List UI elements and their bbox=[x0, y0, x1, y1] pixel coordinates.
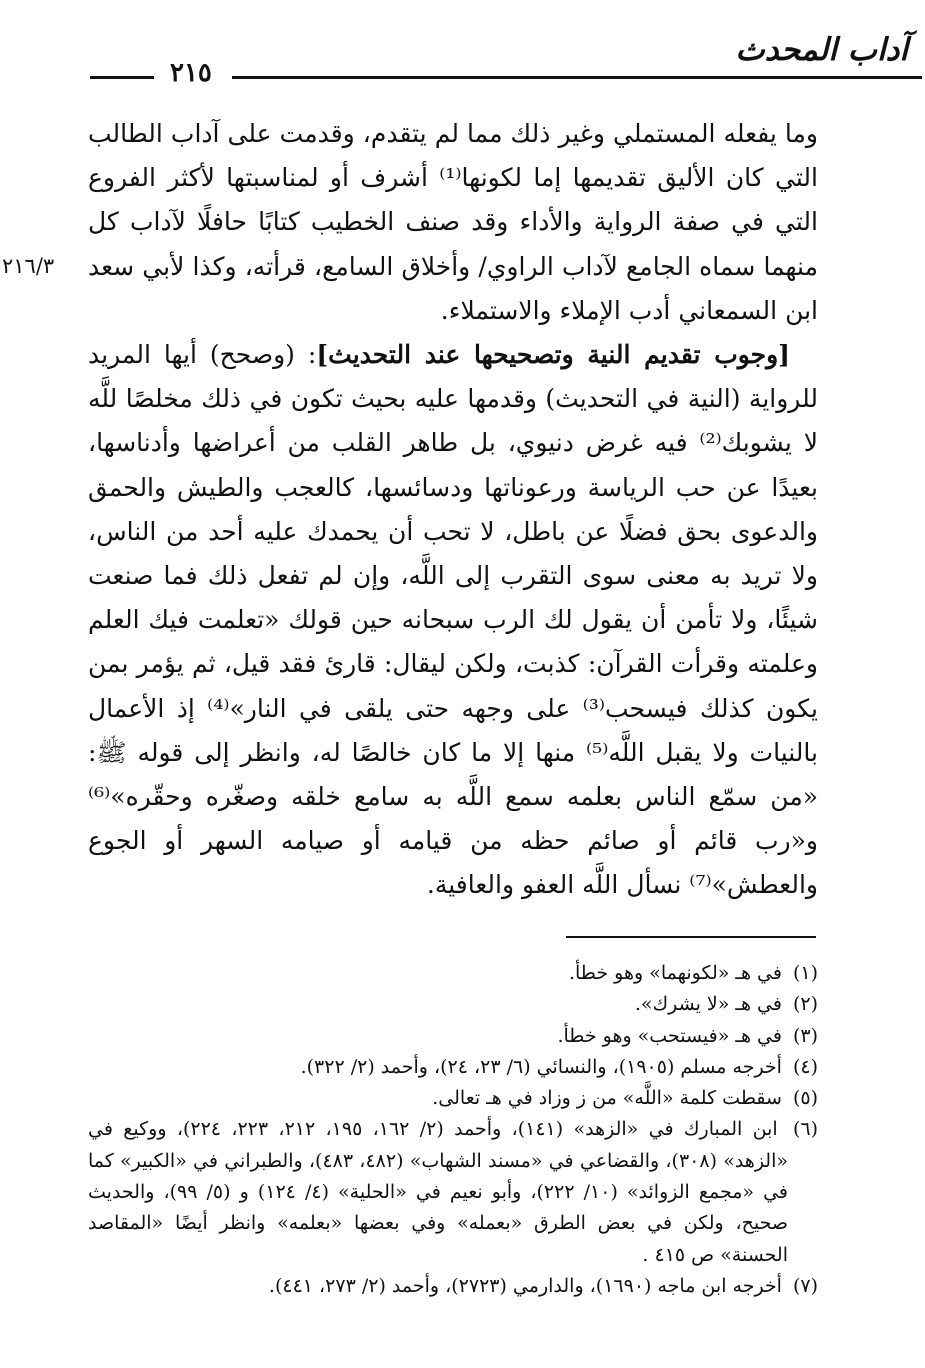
footnote-text: أخرجه مسلم (١٩٠٥)، والنسائي (٦/ ٢٣، ٢٤)، وأحمد (٢/ ٣٢٢). bbox=[300, 1055, 782, 1078]
footnote bbox=[88, 1083, 818, 1114]
paragraph-2 bbox=[88, 333, 818, 908]
page-header bbox=[90, 18, 920, 88]
footnote bbox=[88, 1021, 818, 1052]
footnote-text: سقطت كلمة «اللَّه» من ز وزاد في هـ تعالى. bbox=[432, 1087, 782, 1110]
paragraph-1: وما يفعله المستملي وغير ذلك مما لم يتقدم، وقدمت على آداب الطالب التي كان الأليق تقديمها إما لكونها⁽¹⁾ أشرف أو لمناسبتها لأكثر الفروع التي في صفة الرواية والأداء وقد صنف الخطيب كتابًا حافلًا لآداب كل منهما سماه الجامع لآداب الراوي/ وأخلاق السامع، قرأته، وكذا لأبي سعد ابن السمعاني أدب الإملاء والاستملاء. bbox=[88, 119, 818, 325]
margin-page-reference: ٢١٦/٣ bbox=[2, 254, 55, 278]
paragraph-2-text: : (وصحح) أيها المريد للرواية (النية في التحديث) وقدمها عليه بحيث تكون في ذلك مخلصًا للَّه لا يشوبك⁽²⁾ فيه غرض دنيوي، بل طاهر القلب من أعراضها وأدناسها، بعيدًا عن حب الرياسة ورعوناتها ودسائسها، كالعجب والطيش والحمق والدعوى بحق فضلًا عن باطل، لا تحب أن يحمدك عليه أحد من الناس، ولا تريد به معنى سوى التقرب إلى اللَّه، وإن لم تفعل ذلك فما صنعت شيئًا، ولا تأمن أن يقول لك الرب سبحانه حين قولك «تعلمت فيك العلم وعلمته وقرأت القرآن: كذبت، ولكن ليقال: قارئ فقد قيل، ثم يؤمر بمن يكون كذلك فيسحب⁽³⁾ على وجهه حتى يلقى في النار»⁽⁴⁾ إذ الأعمال بالنيات ولا يقبل اللَّه⁽⁵⁾ منها إلا ما كان خالصًا له، وانظر إلى قوله ﷺ: «من سمّع الناس بعلمه سمع اللَّه به سامع خلقه وصغّره وحقّره»⁽⁶⁾ و«رب قائم أو صائم حظه من قيامه أو صيامه السهر أو الجوع والعطش»⁽⁷⁾ نسأل اللَّه العفو والعافية. bbox=[88, 340, 818, 900]
running-title: آداب المحدث bbox=[735, 32, 908, 68]
footnote bbox=[88, 1052, 818, 1083]
main-text bbox=[88, 112, 818, 908]
footnote bbox=[88, 989, 818, 1020]
footnote-text: أخرجه ابن ماجه (١٦٩٠)، والدارمي (٢٧٢٣)، وأحمد (٢/ ٢٧٣، ٤٤١). bbox=[268, 1274, 782, 1297]
footnote-text: في هـ «لا يشرك». bbox=[634, 993, 782, 1016]
header-rule-right bbox=[232, 76, 922, 79]
section-heading: [وجوب تقديم النية وتصحيحها عند التحديث] bbox=[316, 340, 790, 370]
footnote-number: (٣) bbox=[792, 1024, 818, 1047]
footnote-number: (٥) bbox=[792, 1087, 818, 1110]
page-number: ٢١٥ bbox=[170, 58, 212, 88]
footnote-text: في هـ «فيستحب» وهو خطأ. bbox=[557, 1024, 782, 1047]
footnotes bbox=[88, 958, 818, 1302]
footnote-number: (٧) bbox=[792, 1274, 818, 1297]
footnote bbox=[88, 1271, 818, 1302]
footnote-number: (٤) bbox=[792, 1055, 818, 1078]
footnote-number: (٢) bbox=[792, 993, 818, 1016]
footnote-number: (٦) bbox=[792, 1118, 818, 1141]
header-rule-left bbox=[90, 76, 154, 79]
footnote-separator bbox=[566, 936, 816, 938]
footnote-number: (١) bbox=[792, 962, 818, 984]
footnote bbox=[88, 958, 818, 989]
footnote-text: في هـ «لكونهما» وهو خطأ. bbox=[568, 962, 782, 984]
footnote-text: ابن المبارك في «الزهد» (١٤١)، وأحمد (٢/ ١٦٢، ١٩٥، ٢١٢، ٢٢٣، ٢٢٤)، ووكيع في «الزهد» (٣٠٨)، والقضاعي في «مسند الشهاب» (٤٨٢، ٤٨٣)، والطبراني في «الكبير» كما في «مجمع الزوائد» (١٠/ ٢٢٢)، وأبو نعيم في «الحلية» (٤/ ١٢٤) و (٥/ ٩٩)، والحديث صحيح، ولكن في بعض الطرق «بعمله» وفي بعضها «بعلمه» وانظر أيضًا «المقاصد الحسنة» ص ٤١٥ . bbox=[88, 1118, 789, 1266]
footnote bbox=[88, 1114, 818, 1270]
